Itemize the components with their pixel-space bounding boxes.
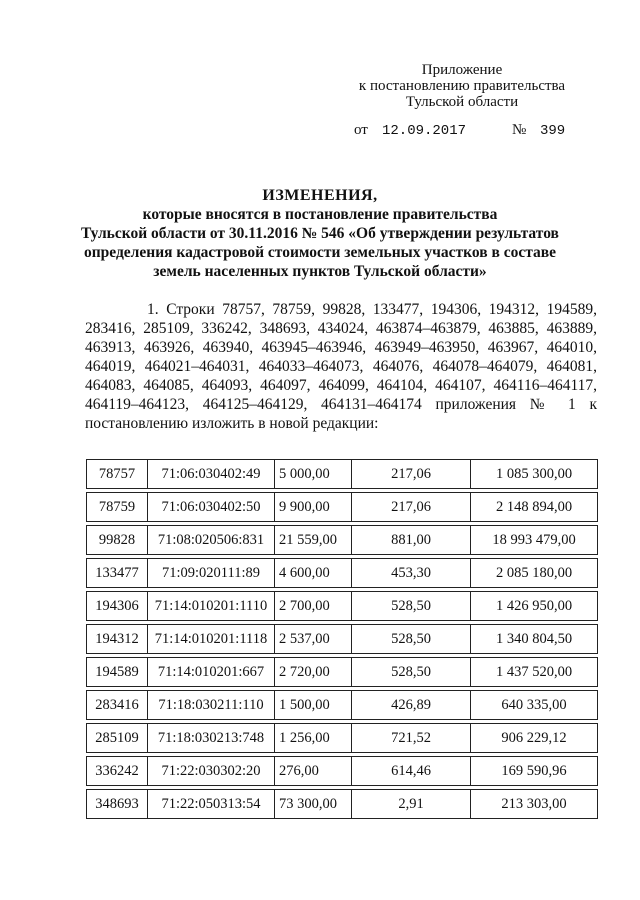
table-row (86, 591, 598, 621)
paragraph-line: 283416, 285109, 336242, 348693, 434024, 463874–463879, 463885, 463889, (85, 320, 597, 337)
annex-line-3: Тульской области (405, 94, 519, 110)
table-row (86, 459, 598, 489)
cadastral-value-cell: 2 148 894,00 (471, 492, 598, 522)
specific-value-cell: 426,89 (352, 690, 471, 720)
paragraph-line: 464119–464123, 464125–464129, 464131–464174 приложения № 1 к (85, 396, 597, 413)
specific-value-cell: 453,30 (352, 558, 471, 588)
area-cell: 21 559,00 (275, 525, 352, 555)
row-number-cell: 194306 (86, 591, 148, 621)
cadastral-value-cell: 213 303,00 (471, 789, 598, 819)
row-number-cell: 285109 (86, 723, 148, 753)
area-cell: 9 900,00 (275, 492, 352, 522)
area-cell: 276,00 (275, 756, 352, 786)
cadastral-number-cell: 71:06:030402:50 (148, 492, 275, 522)
paragraph-line: 463913, 463926, 463940, 463945–463946, 463949–463950, 463967, 464010, (85, 339, 597, 356)
cadastral-number-cell: 71:18:030211:110 (148, 690, 275, 720)
cadastral-value-cell: 1 340 804,50 (471, 624, 598, 654)
area-cell: 5 000,00 (275, 459, 352, 489)
table-row (86, 657, 598, 687)
row-number-cell: 336242 (86, 756, 148, 786)
cadastral-number-cell: 71:14:010201:1110 (148, 591, 275, 621)
cadastral-table (86, 456, 598, 822)
row-number-cell: 133477 (86, 558, 148, 588)
annex-header (352, 62, 572, 110)
specific-value-cell: 528,50 (352, 591, 471, 621)
table-row (86, 723, 598, 753)
specific-value-cell: 217,06 (352, 459, 471, 489)
title-line-1: которые вносятся в постановление правительства (142, 206, 498, 223)
title-line-3: определения кадастровой стоимости земельных участков в составе (83, 244, 557, 261)
cadastral-number-cell: 71:22:030302:20 (148, 756, 275, 786)
specific-value-cell: 217,06 (352, 492, 471, 522)
row-number-cell: 78759 (86, 492, 148, 522)
row-number-cell: 348693 (86, 789, 148, 819)
table-row (86, 624, 598, 654)
cadastral-number-cell: 71:14:010201:667 (148, 657, 275, 687)
row-number-cell: 283416 (86, 690, 148, 720)
decree-number: 399 (540, 123, 566, 139)
table-row (86, 492, 598, 522)
table-row (86, 789, 598, 819)
area-cell: 1 256,00 (275, 723, 352, 753)
row-number-cell: 194312 (86, 624, 148, 654)
cadastral-value-cell: 1 426 950,00 (471, 591, 598, 621)
decree-date: 12.09.2017 (382, 123, 467, 139)
paragraph-line: 1. Строки 78757, 78759, 99828, 133477, 194306, 194312, 194589, (147, 301, 597, 318)
specific-value-cell: 528,50 (352, 624, 471, 654)
number-label: № (512, 122, 527, 138)
cadastral-value-cell: 2 085 180,00 (471, 558, 598, 588)
paragraph-line: 464083, 464085, 464093, 464097, 464099, 464104, 464107, 464116–464117, (85, 377, 597, 394)
paragraph-line: 464019, 464021–464031, 464033–464073, 464076, 464078–464079, 464081, (85, 358, 597, 375)
cadastral-number-cell: 71:22:050313:54 (148, 789, 275, 819)
table-row (86, 690, 598, 720)
area-cell: 1 500,00 (275, 690, 352, 720)
document-title (80, 186, 560, 281)
area-cell: 2 720,00 (275, 657, 352, 687)
area-cell: 73 300,00 (275, 789, 352, 819)
table-row (86, 558, 598, 588)
title-heading: ИЗМЕНЕНИЯ, (262, 187, 378, 204)
specific-value-cell: 721,52 (352, 723, 471, 753)
specific-value-cell: 614,46 (352, 756, 471, 786)
title-line-4: земель населенных пунктов Тульской области» (153, 263, 487, 280)
title-line-2: Тульской области от 30.11.2016 № 546 «Об утверждении результатов (81, 225, 559, 242)
cadastral-number-cell: 71:09:020111:89 (148, 558, 275, 588)
specific-value-cell: 2,91 (352, 789, 471, 819)
annex-line-1: Приложение (421, 62, 503, 78)
cadastral-value-cell: 169 590,96 (471, 756, 598, 786)
annex-line-2: к постановлению правительства (358, 78, 566, 94)
cadastral-number-cell: 71:14:010201:1118 (148, 624, 275, 654)
row-number-cell: 99828 (86, 525, 148, 555)
cadastral-value-cell: 640 335,00 (471, 690, 598, 720)
cadastral-number-cell: 71:08:020506:831 (148, 525, 275, 555)
table-row (86, 525, 598, 555)
specific-value-cell: 881,00 (352, 525, 471, 555)
amendment-paragraph (85, 300, 597, 433)
cadastral-value-cell: 906 229,12 (471, 723, 598, 753)
decree-date-line (354, 122, 564, 140)
cadastral-number-cell: 71:06:030402:49 (148, 459, 275, 489)
paragraph-line: постановлению изложить в новой редакции: (85, 415, 379, 432)
cadastral-value-cell: 1 437 520,00 (471, 657, 598, 687)
area-cell: 2 700,00 (275, 591, 352, 621)
cadastral-value-cell: 18 993 479,00 (471, 525, 598, 555)
table-row (86, 756, 598, 786)
from-label: от (354, 122, 368, 138)
specific-value-cell: 528,50 (352, 657, 471, 687)
area-cell: 4 600,00 (275, 558, 352, 588)
area-cell: 2 537,00 (275, 624, 352, 654)
row-number-cell: 194589 (86, 657, 148, 687)
row-number-cell: 78757 (86, 459, 148, 489)
cadastral-number-cell: 71:18:030213:748 (148, 723, 275, 753)
cadastral-value-cell: 1 085 300,00 (471, 459, 598, 489)
